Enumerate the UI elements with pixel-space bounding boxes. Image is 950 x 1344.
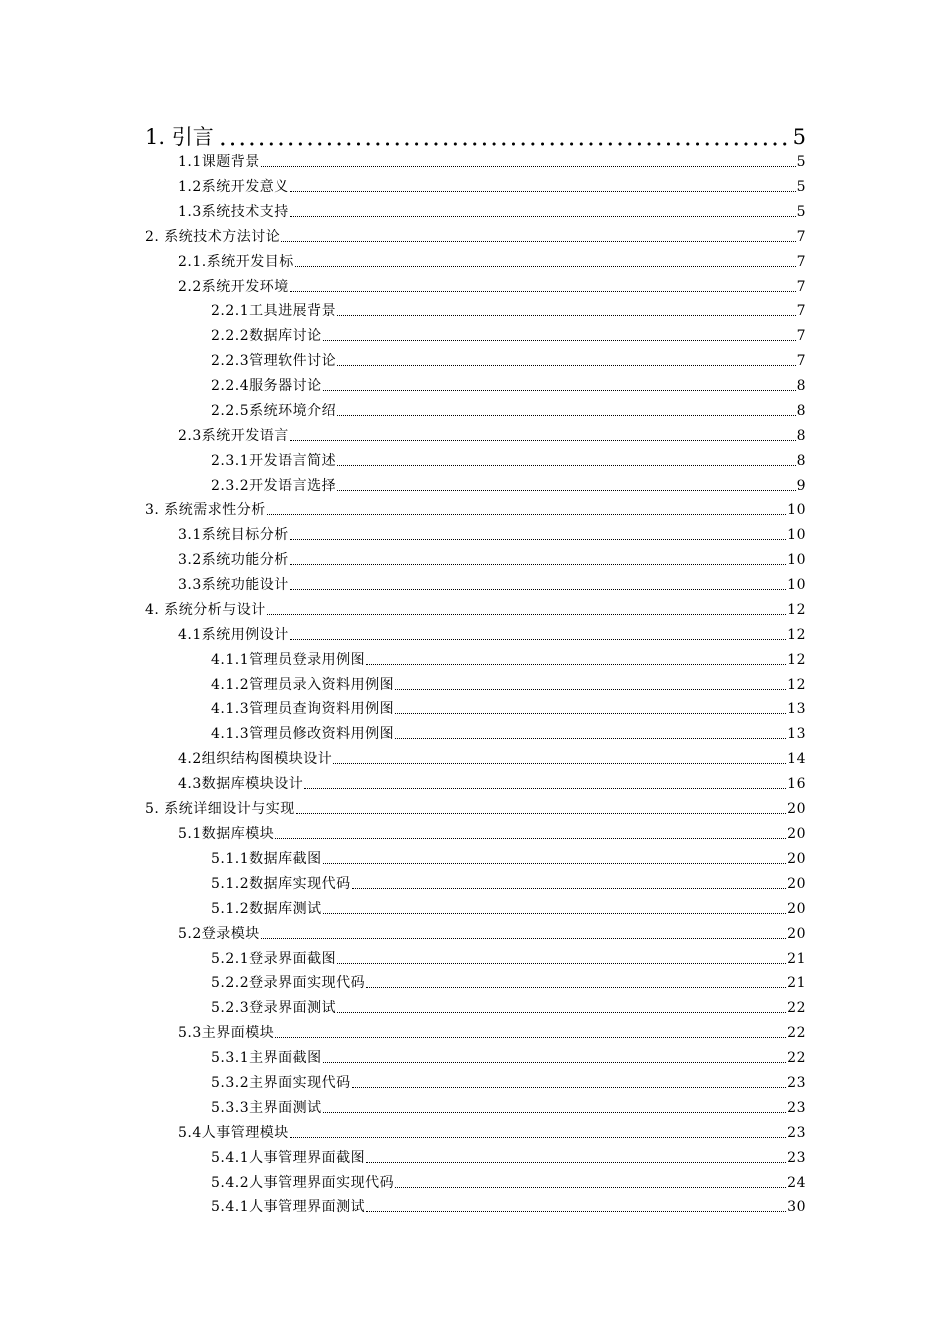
toc-entry-label: 3.3系统功能设计 — [178, 577, 289, 593]
toc-entry-label: 5.2登录模块 — [178, 926, 260, 942]
toc-dot-leader — [352, 888, 787, 889]
toc-page-number: 16 — [787, 776, 806, 792]
toc-entry-label: 4.1.3管理员修改资料用例图 — [211, 726, 395, 742]
toc-dot-leader — [323, 340, 796, 341]
toc-dot-leader — [290, 440, 796, 441]
toc-dot-leader — [323, 913, 787, 914]
toc-dot-leader — [337, 1012, 786, 1013]
toc-entry[interactable] — [178, 1124, 806, 1142]
toc-dot-leader — [296, 813, 786, 814]
toc-page-number: 23 — [787, 1150, 806, 1166]
toc-entry[interactable] — [178, 626, 806, 644]
toc-entry-label: 5.3.3主界面测试 — [211, 1100, 322, 1116]
toc-dot-leader — [290, 216, 796, 217]
toc-dot-leader — [337, 490, 795, 491]
toc-page-number: 20 — [787, 901, 806, 917]
toc-entry[interactable] — [178, 278, 806, 296]
toc-entry[interactable] — [211, 352, 806, 370]
toc-entry[interactable] — [178, 576, 806, 594]
toc-entry[interactable] — [211, 999, 806, 1017]
toc-dot-leader — [323, 390, 796, 391]
toc-entry[interactable] — [145, 501, 806, 519]
toc-page-number: 7 — [796, 279, 806, 295]
toc-entry[interactable] — [211, 875, 806, 893]
toc-entry[interactable] — [178, 925, 806, 943]
toc-entry[interactable] — [178, 551, 806, 569]
toc-dot-leader — [395, 738, 786, 739]
toc-dot-leader — [281, 241, 795, 242]
toc-page-number: 7 — [796, 229, 806, 245]
toc-entry-label: 5. 系统详细设计与实现 — [145, 801, 295, 817]
toc-dot-leader — [295, 266, 796, 267]
toc-page-number: 10 — [787, 552, 806, 568]
toc-dot-leader — [366, 987, 786, 988]
toc-dot-leader — [267, 514, 786, 515]
toc-entry[interactable] — [178, 1024, 806, 1042]
toc-dot-leader — [304, 788, 786, 789]
toc-dot-leader — [290, 539, 786, 540]
toc-dot-leader — [366, 1162, 786, 1163]
toc-entry[interactable] — [178, 825, 806, 843]
toc-entry-label: 2.2.4服务器讨论 — [211, 378, 322, 394]
toc-page-number: 20 — [787, 801, 806, 817]
toc-dot-leader — [267, 614, 786, 615]
toc-entry-label: 2.2.5系统环境介绍 — [211, 403, 337, 419]
toc-page-number: 21 — [787, 951, 806, 967]
toc-dot-leader — [290, 1137, 786, 1138]
toc-page-number: 21 — [787, 975, 806, 991]
toc-entry-label: 4.3数据库模块设计 — [178, 776, 304, 792]
toc-entry-label: 1.1课题背景 — [178, 154, 260, 170]
toc-entry[interactable] — [211, 1149, 806, 1167]
toc-entry[interactable] — [211, 850, 806, 868]
toc-entry-label: 5.2.2登录界面实现代码 — [211, 975, 366, 991]
toc-entry[interactable] — [211, 1198, 806, 1216]
toc-dot-leader — [337, 315, 795, 316]
toc-dot-leader — [333, 763, 786, 764]
toc-entry[interactable] — [211, 725, 806, 743]
toc-dot-leader — [366, 1211, 786, 1212]
toc-entry-label: 3. 系统需求性分析 — [145, 502, 266, 518]
toc-entry-label: 5.2.3登录界面测试 — [211, 1000, 337, 1016]
toc-entry-label: 1.2系统开发意义 — [178, 179, 289, 195]
toc-dot-leader — [395, 689, 786, 690]
toc-page-number: 20 — [787, 826, 806, 842]
toc-dot-leader — [337, 415, 795, 416]
toc-page-number: 12 — [787, 627, 806, 643]
toc-dot-leader — [290, 191, 796, 192]
toc-entry[interactable] — [211, 327, 806, 345]
toc-entry-label: 5.3.1主界面截图 — [211, 1050, 322, 1066]
toc-entry-label: 4.2组织结构图模块设计 — [178, 751, 333, 767]
toc-entry-label: 4.1.3管理员查询资料用例图 — [211, 701, 395, 717]
toc-entry-label: 2.2.1工具进展背景 — [211, 303, 337, 319]
toc-entry[interactable] — [178, 526, 806, 544]
toc-page-number: 10 — [787, 502, 806, 518]
toc-page-number: 12 — [787, 602, 806, 618]
toc-entry-label: 2.2系统开发环境 — [178, 279, 289, 295]
toc-dot-leader — [337, 365, 795, 366]
toc-dot-leader — [323, 1062, 787, 1063]
toc-page-number: 22 — [787, 1025, 806, 1041]
toc-entry[interactable] — [211, 1174, 806, 1192]
toc-entry[interactable] — [211, 377, 806, 395]
toc-dot-leader — [366, 664, 786, 665]
toc-dot-leader — [395, 713, 786, 714]
toc-entry[interactable] — [145, 125, 806, 149]
toc-page-number: 30 — [787, 1199, 806, 1215]
toc-page-number: 10 — [787, 577, 806, 593]
toc-entry-label: 3.2系统功能分析 — [178, 552, 289, 568]
toc-dot-leader — [352, 1087, 787, 1088]
toc-entry-label: 5.4.1人事管理界面截图 — [211, 1150, 366, 1166]
toc-dot-leader — [337, 465, 795, 466]
toc-dot-leader — [323, 863, 787, 864]
toc-entry[interactable] — [211, 1099, 806, 1117]
toc-page-number: 20 — [787, 851, 806, 867]
toc-entry[interactable] — [211, 974, 806, 992]
toc-page-number: 5 — [796, 154, 806, 170]
toc-page-number: 23 — [787, 1125, 806, 1141]
toc-page-number: 13 — [787, 701, 806, 717]
toc-page-number: 22 — [787, 1000, 806, 1016]
toc-dot-leader — [323, 1112, 787, 1113]
toc-entry-label: 5.1.2数据库测试 — [211, 901, 322, 917]
toc-entry[interactable] — [178, 153, 806, 171]
toc-page-number: 7 — [796, 254, 806, 270]
toc-entry-label: 5.1数据库模块 — [178, 826, 275, 842]
toc-page-number: 5 — [796, 204, 806, 220]
toc-entry-label: 5.4人事管理模块 — [178, 1125, 289, 1141]
toc-entry[interactable] — [211, 477, 806, 495]
toc-page-number: 13 — [787, 726, 806, 742]
toc-dot-leader — [275, 1037, 786, 1038]
toc-page-number: 10 — [787, 527, 806, 543]
toc-entry-label: 5.3.2主界面实现代码 — [211, 1075, 351, 1091]
toc-entry[interactable] — [178, 750, 806, 768]
toc-entry[interactable] — [211, 651, 806, 669]
toc-entry-label: 5.4.1人事管理界面测试 — [211, 1199, 366, 1215]
toc-page-number: 23 — [787, 1075, 806, 1091]
toc-entry-label: 4. 系统分析与设计 — [145, 602, 266, 618]
toc-entry-label: 1. 引言 — [145, 125, 214, 149]
toc-page-number: 23 — [787, 1100, 806, 1116]
toc-entry[interactable] — [178, 178, 806, 196]
toc-page-number: 14 — [787, 751, 806, 767]
toc-entry[interactable] — [178, 427, 806, 445]
toc-entry-label: 2.1.系统开发目标 — [178, 254, 294, 270]
toc-entry-label: 2.3.1开发语言简述 — [211, 453, 337, 469]
toc-page-number: 7 — [796, 303, 806, 319]
toc-entry-label: 5.4.2人事管理界面实现代码 — [211, 1175, 395, 1191]
toc-dot-leader — [261, 938, 786, 939]
toc-entry[interactable] — [178, 253, 806, 271]
toc-entry[interactable] — [211, 676, 806, 694]
toc-page-number: 12 — [787, 677, 806, 693]
toc-entry-label: 2.2.2数据库讨论 — [211, 328, 322, 344]
toc-dot-leader — [290, 589, 786, 590]
toc-entry[interactable] — [211, 900, 806, 918]
toc-dot-leader — [290, 639, 786, 640]
toc-entry-label: 5.2.1登录界面截图 — [211, 951, 337, 967]
toc-entry-label: 2.2.3管理软件讨论 — [211, 353, 337, 369]
toc-entry[interactable] — [211, 950, 806, 968]
toc-entry[interactable] — [211, 1049, 806, 1067]
toc-page-number: 8 — [796, 403, 806, 419]
toc-page-number: 9 — [796, 478, 806, 494]
toc-entry[interactable] — [211, 402, 806, 420]
toc-page-number: 5 — [792, 125, 806, 149]
toc-page-number: 20 — [787, 926, 806, 942]
toc-page-number: 8 — [796, 428, 806, 444]
toc-entry-label: 4.1.1管理员登录用例图 — [211, 652, 366, 668]
toc-dot-leader — [290, 564, 786, 565]
toc-page-number: 12 — [787, 652, 806, 668]
toc-entry[interactable] — [178, 203, 806, 221]
toc-page-number: 20 — [787, 876, 806, 892]
toc-page-number: 22 — [787, 1050, 806, 1066]
toc-dot-leader — [218, 131, 789, 147]
toc-entry-label: 2. 系统技术方法讨论 — [145, 229, 281, 245]
toc-entry-label: 1.3系统技术支持 — [178, 204, 289, 220]
toc-entry-label: 4.1.2管理员录入资料用例图 — [211, 677, 395, 693]
toc-entry-label: 3.1系统目标分析 — [178, 527, 289, 543]
toc-dot-leader — [337, 963, 786, 964]
toc-dot-leader — [261, 166, 796, 167]
toc-entry[interactable] — [211, 700, 806, 718]
toc-page-number: 8 — [796, 453, 806, 469]
toc-dot-leader — [395, 1187, 786, 1188]
toc-dot-leader — [275, 838, 786, 839]
toc-page-number: 24 — [787, 1175, 806, 1191]
toc-entry-label: 2.3.2开发语言选择 — [211, 478, 337, 494]
toc-entry[interactable] — [211, 1074, 806, 1092]
toc-entry[interactable] — [145, 601, 806, 619]
toc-entry-label: 5.1.2数据库实现代码 — [211, 876, 351, 892]
toc-dot-leader — [290, 291, 796, 292]
toc-entry[interactable] — [145, 228, 806, 246]
toc-page-number: 5 — [796, 179, 806, 195]
toc-entry-label: 5.1.1数据库截图 — [211, 851, 322, 867]
toc-page-number: 7 — [796, 353, 806, 369]
toc-entry[interactable] — [211, 302, 806, 320]
toc-entry[interactable] — [178, 775, 806, 793]
toc-page-number: 7 — [796, 328, 806, 344]
toc-entry[interactable] — [211, 452, 806, 470]
toc-entry-label: 4.1系统用例设计 — [178, 627, 289, 643]
toc-entry-label: 5.3主界面模块 — [178, 1025, 275, 1041]
toc-page-number: 8 — [796, 378, 806, 394]
toc-entry[interactable] — [145, 800, 806, 818]
toc-entry-label: 2.3系统开发语言 — [178, 428, 289, 444]
